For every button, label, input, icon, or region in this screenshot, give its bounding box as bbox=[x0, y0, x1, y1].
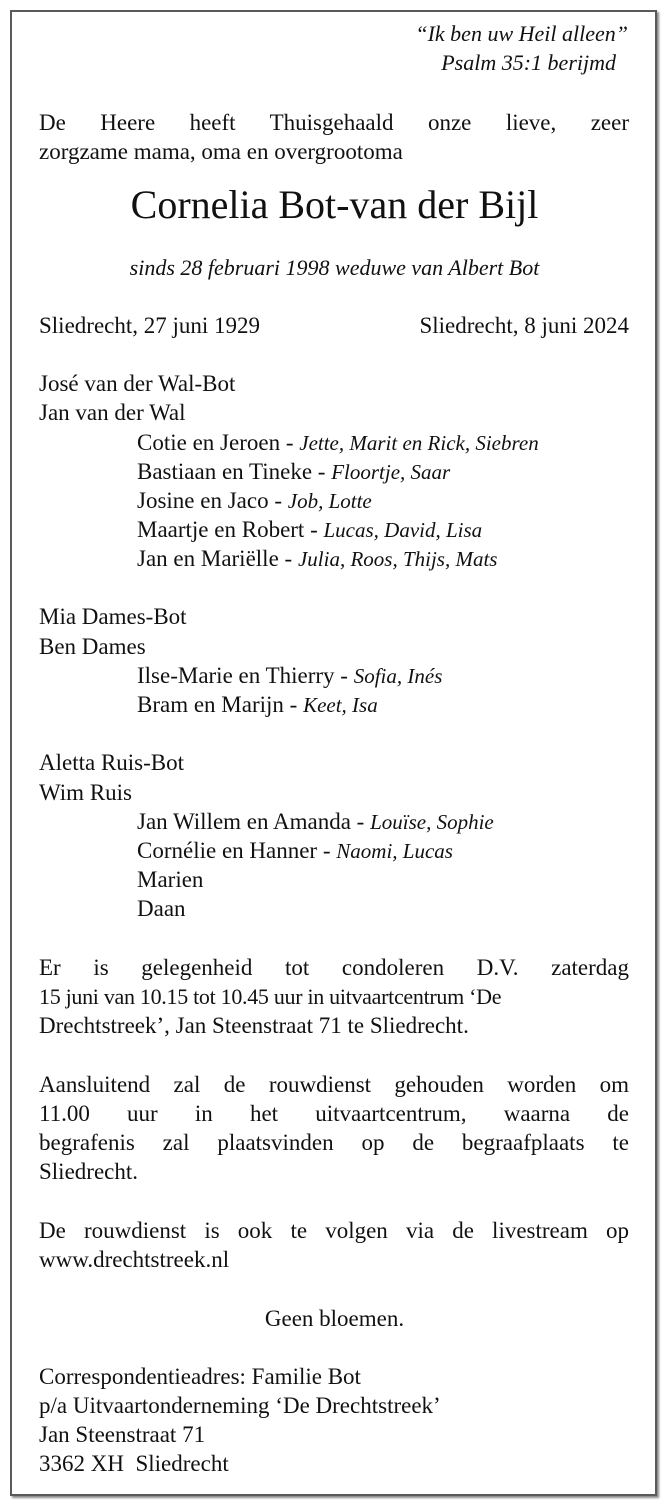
intro-line-2: zorgzame mama, oma en overgrootoma bbox=[39, 139, 403, 164]
service-line-2: 11.00 uur in het uitvaartcentrum, waarna de bbox=[39, 1101, 629, 1126]
livestream-url: www.drechtstreek.nl bbox=[39, 1247, 230, 1272]
motto-quote: “Ik ben uw Heil alleen” bbox=[415, 21, 628, 46]
family-1-line-1: José van der Wal-Bot bbox=[39, 371, 236, 396]
grandchild-line: Cornélie en Hanner - Naomi, Lucas bbox=[137, 838, 453, 863]
address-line-4: 3362 XH Sliedrecht bbox=[39, 1451, 229, 1476]
service-line-3: begrafenis zal plaatsvinden op de begraafplaats te bbox=[39, 1130, 629, 1155]
motto-psalm: Psalm 35:1 berijmd bbox=[441, 50, 616, 75]
condolence-line-1: Er is gelegenheid tot condoleren D.V. zaterdag bbox=[39, 955, 629, 980]
widow-line: sinds 28 februari 1998 weduwe van Albert Bot bbox=[129, 255, 540, 280]
grandchild-line: Jan en Mariëlle - Julia, Roos, Thijs, Mats bbox=[137, 546, 498, 571]
grandchild-line: Josine en Jaco - Job, Lotte bbox=[137, 488, 372, 513]
address-line-2: p/a Uitvaartonderneming ‘De Drechtstreek’ bbox=[39, 1393, 441, 1418]
service-line-1: Aansluitend zal de rouwdienst gehouden worden om bbox=[39, 1072, 629, 1097]
no-flowers: Geen bloemen. bbox=[264, 1306, 405, 1331]
grandchild-line: Maartje en Robert - Lucas, David, Lisa bbox=[137, 517, 483, 542]
intro-line-1: De Heere heeft Thuisgehaald onze lieve, zeer bbox=[39, 110, 629, 135]
service-line-4: Sliedrecht. bbox=[39, 1159, 138, 1184]
family-3-line-2: Wim Ruis bbox=[39, 780, 132, 805]
grandchild-line: Jan Willem en Amanda - Louïse, Sophie bbox=[137, 809, 494, 834]
family-3-line-1: Aletta Ruis-Bot bbox=[39, 750, 185, 775]
family-2-line-1: Mia Dames-Bot bbox=[39, 604, 187, 629]
grandchild-line: Bastiaan en Tineke - Floortje, Saar bbox=[137, 459, 451, 484]
grandchild-line: Marien bbox=[137, 867, 204, 892]
deceased-name: Cornelia Bot-van der Bijl bbox=[130, 182, 539, 227]
grandchild-line: Bram en Marijn - Keet, Isa bbox=[137, 692, 378, 717]
condolence-line-3: Drechtstreek’, Jan Steenstraat 71 te Sliedrecht. bbox=[39, 1013, 469, 1038]
condolence-line-2: 15 juni van 10.15 tot 10.45 uur in uitvaartcentrum ‘De bbox=[39, 984, 502, 1009]
grandchild-line: Ilse-Marie en Thierry - Sofia, Inés bbox=[137, 663, 443, 688]
livestream-line-1: De rouwdienst is ook te volgen via de livestream op bbox=[39, 1218, 629, 1243]
family-2-line-2: Ben Dames bbox=[39, 634, 146, 659]
birth-place-date: Sliedrecht, 27 juni 1929 bbox=[39, 313, 261, 338]
death-place-date: Sliedrecht, 8 juni 2024 bbox=[419, 313, 629, 338]
grandchild-line: Daan bbox=[137, 896, 186, 921]
grandchild-line: Cotie en Jeroen - Jette, Marit en Rick, Siebren bbox=[137, 430, 539, 455]
address-line-3: Jan Steenstraat 71 bbox=[39, 1422, 206, 1447]
address-line-1: Correspondentieadres: Familie Bot bbox=[39, 1364, 361, 1389]
family-1-line-2: Jan van der Wal bbox=[39, 400, 186, 425]
